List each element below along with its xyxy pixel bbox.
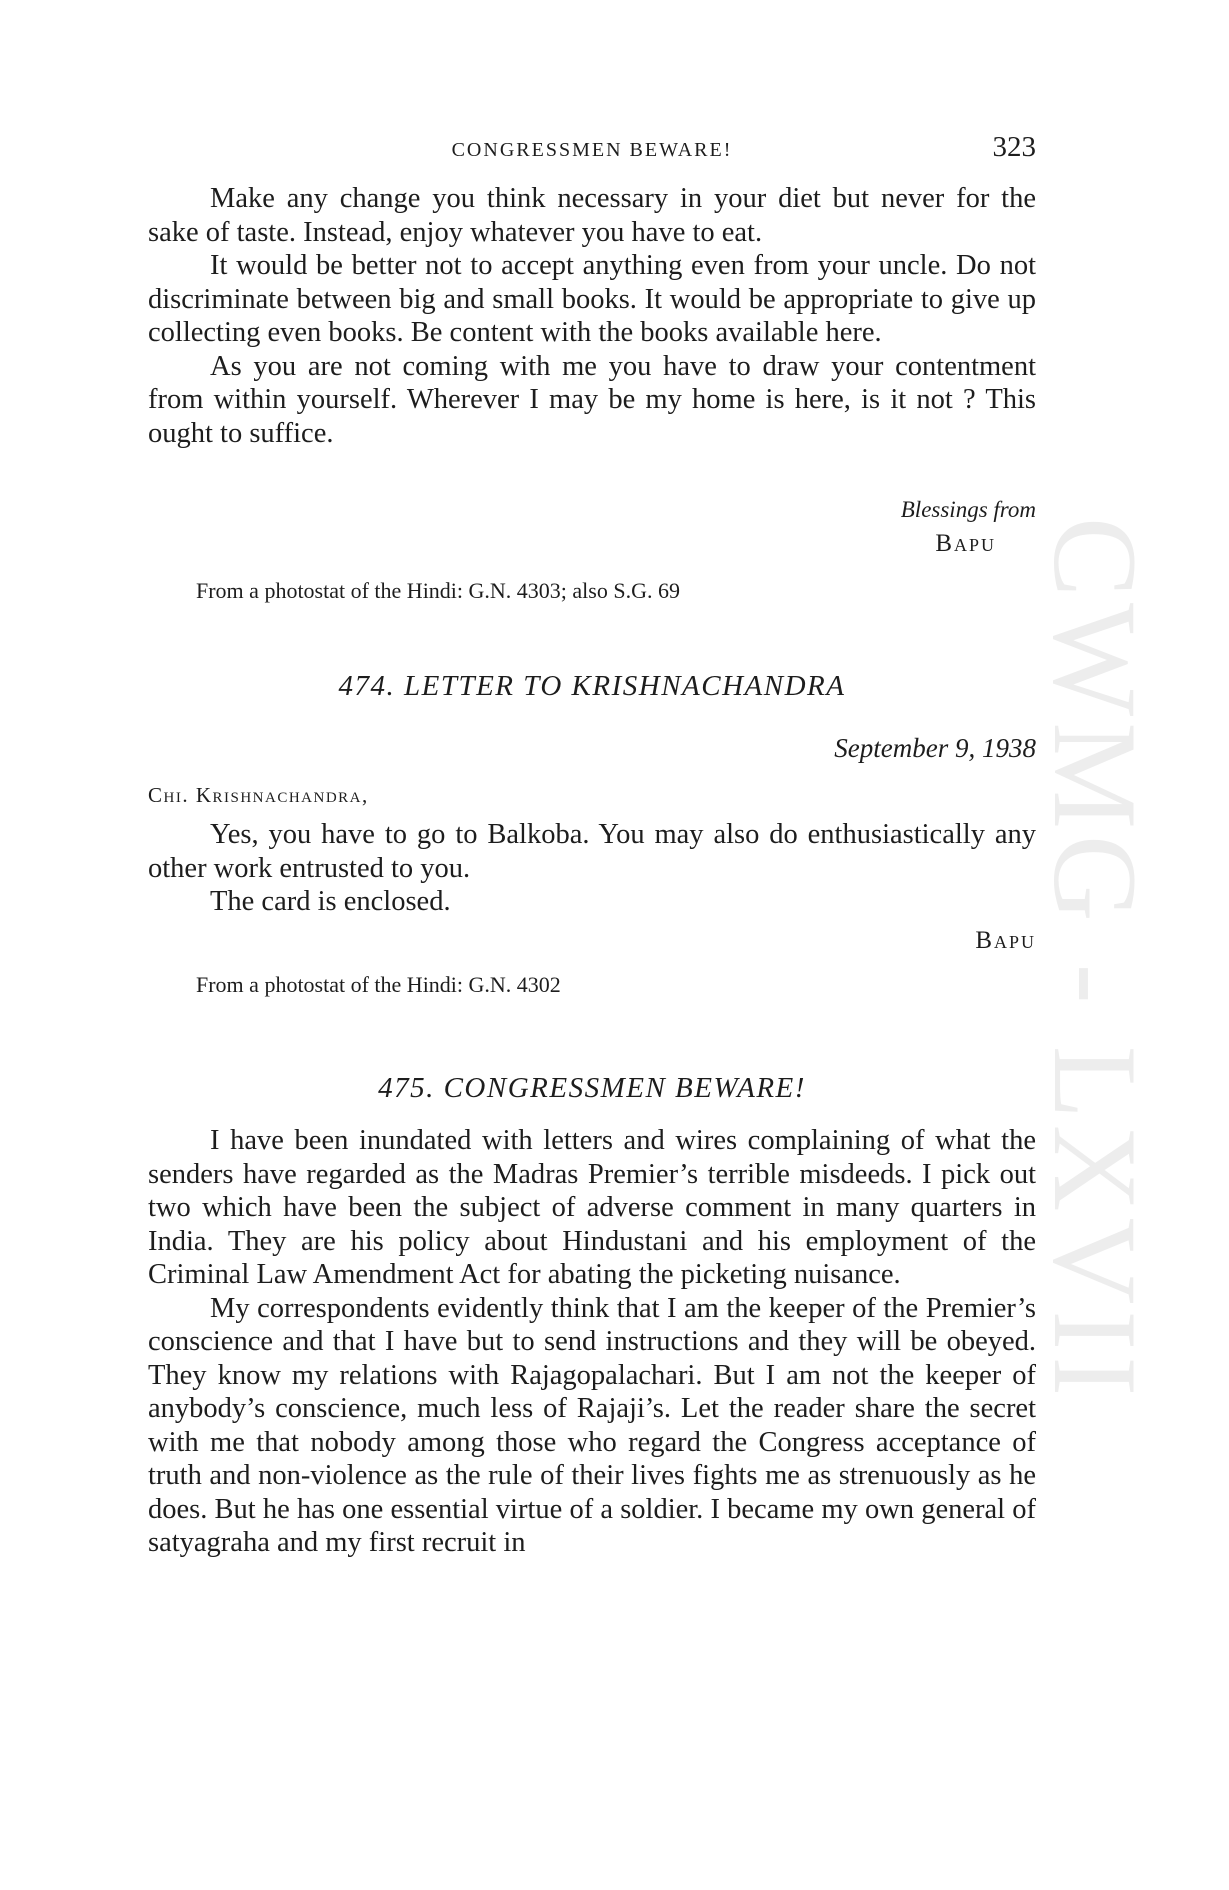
paragraph: Yes, you have to go to Balkoba. You may also do enthusiastically any other work entrusted to you. <box>148 819 1036 884</box>
letter-date: September 9, 1938 <box>834 733 1036 763</box>
section-heading: 475. CONGRESSMEN BEWARE! <box>378 1072 806 1104</box>
running-head-title: CONGRESSMEN BEWARE! <box>451 139 733 161</box>
paragraph: The card is enclosed. <box>210 886 451 917</box>
article-body <box>148 1124 1036 1560</box>
signature: Bapu <box>975 927 1036 954</box>
paragraph: It would be better not to accept anything even from your uncle. Do not discriminate between big and small books. It would be appropriate to give up collecting even books. Be content with the books available here. <box>148 250 1036 348</box>
source-note: From a photostat of the Hindi: G.N. 4303; also S.G. 69 <box>196 578 680 603</box>
signature: Bapu <box>935 530 996 557</box>
letter-1-body <box>148 182 1036 450</box>
letter-2-signature-row <box>148 927 1036 955</box>
closing-blessings: Blessings from <box>900 497 1036 522</box>
paragraph: My correspondents evidently think that I am the keeper of the Premier’s conscience and that I have but to send instructions and they will be obeyed. They know my relations with Rajagopalachari. But I am not the keeper of anybody’s conscience, much less of Rajaji’s. Let the reader share the secret with me that nobody among those who regard the Congress acceptance of truth and non-violence as the rule of their lives fights me as strenuously as he does. But he has one essential virtue of a soldier. I became my own general of satyagraha and my first recruit in <box>148 1292 1036 1558</box>
letter-2-heading-row <box>148 670 1036 703</box>
article-heading-row <box>148 1072 1036 1105</box>
watermark: CWMG - LXVII <box>1029 517 1162 1403</box>
section-heading: 474. LETTER TO KRISHNACHANDRA <box>338 670 846 702</box>
source-note: From a photostat of the Hindi: G.N. 4302 <box>196 972 561 997</box>
letter-2-source <box>148 972 1036 998</box>
paragraph: I have been inundated with letters and wires complaining of what the senders have regarded as the Madras Premier’s terrible misdeeds. I pick out two which have been the subject of adverse comment in many quarters in India. They are his policy about Hindustani and his employment of the Criminal Law Amendment Act for abating the picketing nuisance. <box>148 1125 1036 1290</box>
page-number: 323 <box>992 131 1036 163</box>
paragraph: Make any change you think necessary in your diet but never for the sake of taste. Instead, enjoy whatever you have to eat. <box>148 183 1036 248</box>
paragraph: As you are not coming with me you have to draw your contentment from within yourself. Wherever I may be my home is here, is it not ? This ought to suffice. <box>148 350 1036 449</box>
running-head <box>148 131 1036 171</box>
letter-2-body <box>148 818 1036 919</box>
letter-2-date-row <box>148 733 1036 764</box>
letter-1-closing <box>148 497 1036 523</box>
letter-2-salutation-row <box>148 783 1036 808</box>
letter-1-signature-row <box>148 530 996 558</box>
salutation: Chi. Krishnachandra, <box>148 783 369 807</box>
letter-1-source <box>148 578 1036 604</box>
